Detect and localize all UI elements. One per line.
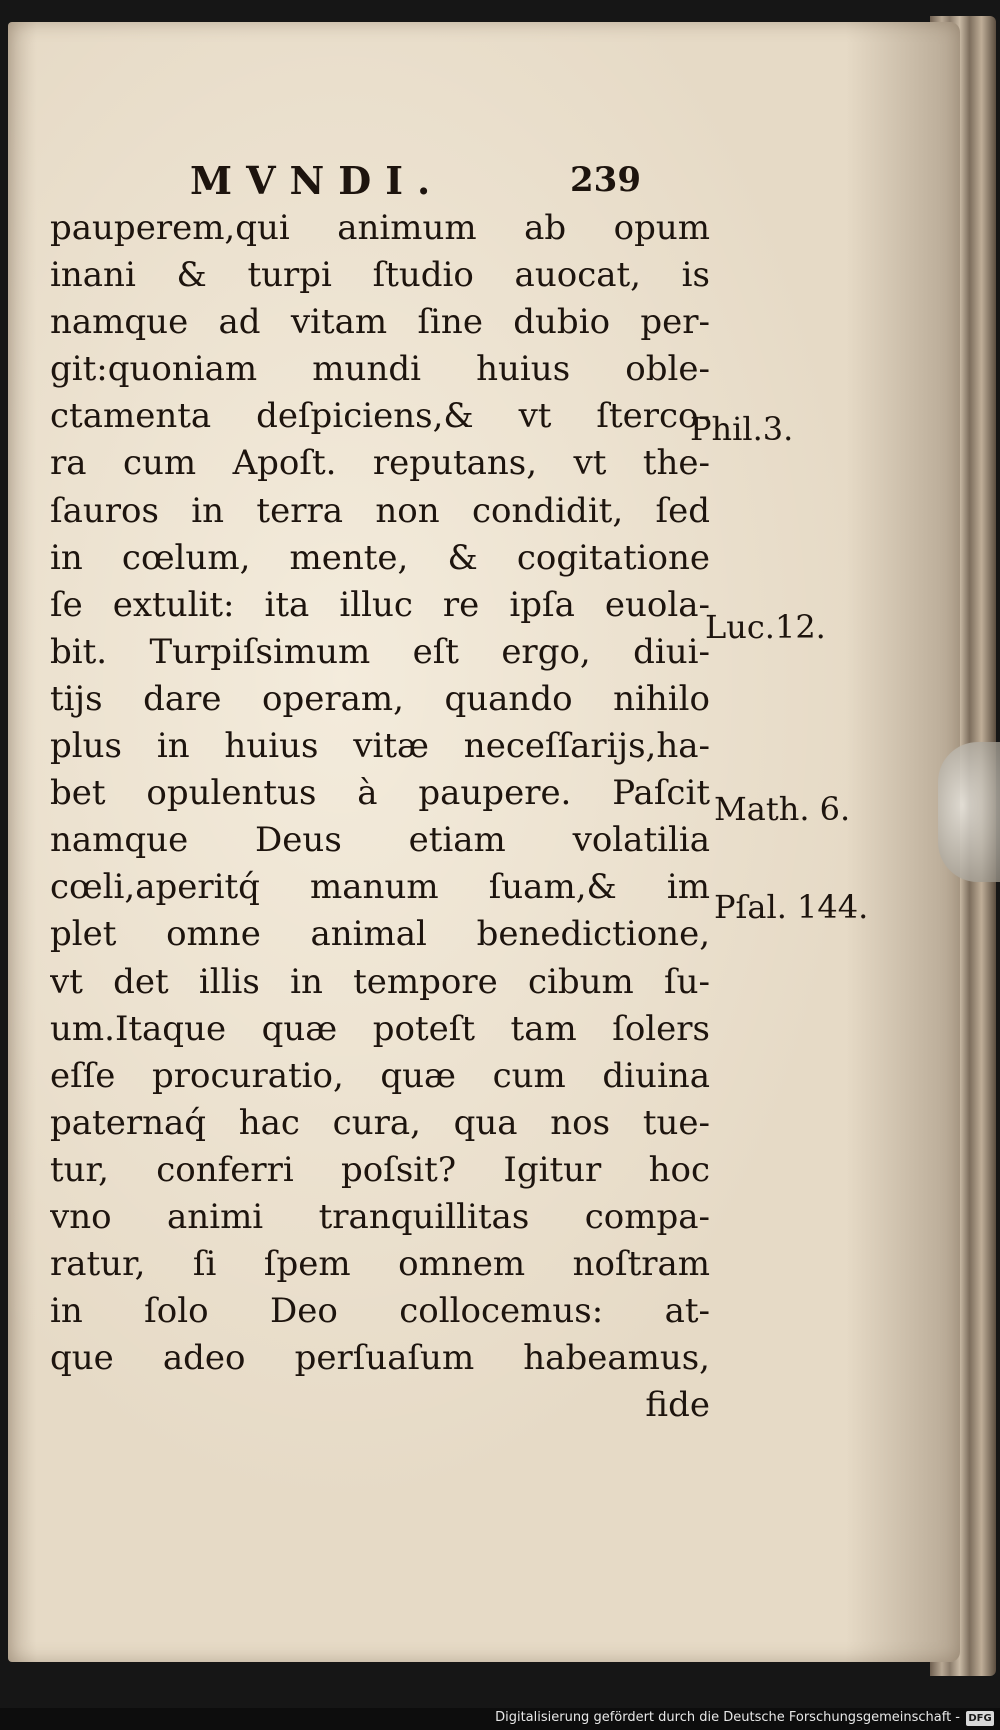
text-line: git:quoniam mundi huius oble- bbox=[50, 349, 710, 390]
text-line: tur, conferri poſsit? Igitur hoc bbox=[50, 1149, 710, 1190]
text-line: ſauros in terra non condidit, ſed bbox=[50, 490, 710, 531]
page-clip bbox=[938, 742, 1000, 882]
text-line: bet opulentus à paupere. Paſcit bbox=[50, 773, 710, 814]
text-line: paternaq́ hac cura, qua nos tue- bbox=[50, 1102, 710, 1143]
text-line: namque ad vitam ſine dubio per- bbox=[50, 302, 710, 343]
text-line: inani & turpi ſtudio auocat, is bbox=[50, 255, 710, 296]
text-line: vno animi tranquillitas compa- bbox=[50, 1196, 710, 1237]
text-line: ra cum Apoſt. reputans, vt the- bbox=[50, 443, 710, 484]
text-line: bit. Turpiſsimum eſt ergo, diui- bbox=[50, 631, 710, 672]
text-line: plet omne animal benedictione, bbox=[50, 914, 710, 955]
text-line: ſe extulit: ita illuc re ipſa euola- bbox=[50, 584, 710, 625]
text-line: que adeo perſuaſum habeamus, bbox=[50, 1338, 710, 1379]
margin-note: Pſal. 144. bbox=[714, 888, 869, 926]
text-line: ctamenta deſpiciens,& vt ſterco- bbox=[50, 396, 710, 437]
margin-note: Luc.12. bbox=[705, 608, 826, 646]
margin-note: Phil.3. bbox=[690, 410, 794, 448]
text-line: tijs dare operam, quando nihilo bbox=[50, 678, 710, 719]
running-head: MVNDI. bbox=[190, 158, 445, 203]
text-line: um.Itaque quæ poteſt tam ſolers bbox=[50, 1008, 710, 1049]
text-line: ratur, ſi ſpem omnem noſtram bbox=[50, 1244, 710, 1285]
page-number: 239 bbox=[570, 160, 641, 200]
text-line: pauperem,qui animum ab opum bbox=[50, 208, 710, 248]
text-line: plus in huius vitæ neceſſarijs,ha- bbox=[50, 726, 710, 767]
dfg-logo: DFG bbox=[966, 1711, 994, 1726]
text-line: eſſe procuratio, quæ cum diuina bbox=[50, 1055, 710, 1096]
footer-credit: Digitalisierung gefördert durch die Deutsche Forschungsgemeinschaft - bbox=[495, 1710, 960, 1725]
text-line: cœli,aperitq́ manum ſuam,& im bbox=[50, 867, 710, 908]
text-line: vt det illis in tempore cibum ſu- bbox=[50, 961, 710, 1002]
text-line: in ſolo Deo collocemus: at- bbox=[50, 1291, 710, 1332]
text-line: in cœlum, mente, & cogitatione bbox=[50, 537, 710, 578]
text-line: namque Deus etiam volatilia bbox=[50, 820, 710, 861]
catchword: fide bbox=[645, 1385, 710, 1426]
body-text bbox=[50, 205, 710, 1429]
margin-note: Math. 6. bbox=[714, 790, 851, 828]
